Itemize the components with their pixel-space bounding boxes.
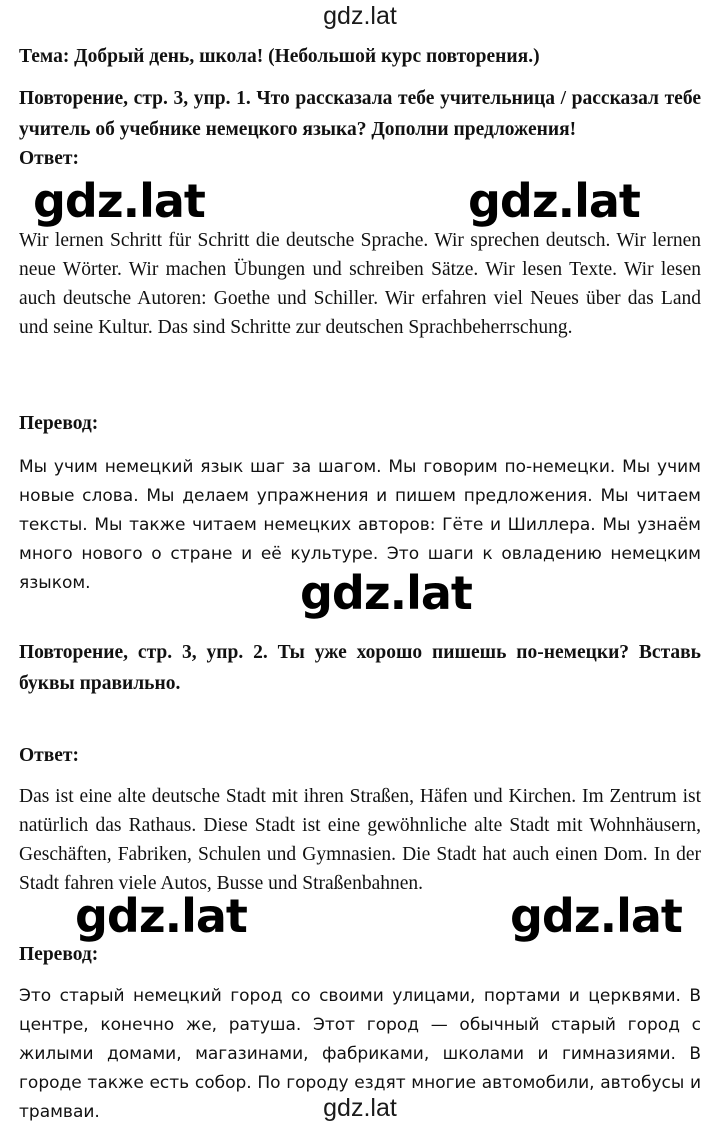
exercise1-answer-text: Wir lernen Schritt für Schritt die deutsche Sprache. Wir sprechen deutsch. Wir lernen neue Wörter. Wir machen Übungen und schreiben Sätze. Wir lesen Texte. Wir lesen auch deutsche Autoren: Goethe und Schiller. Wir erfahren viel Neues über das Land und seine Kultur. Das sind Schritte zur deutschen Sprachbeherrschung. xyxy=(19,230,701,338)
watermark-large-5: gdz.lat xyxy=(510,889,682,943)
exercise1-title: Повторение, стр. 3, упр. 1. Что рассказала тебе учительница / рассказал тебе учитель об учебнике немецкого языка? Дополни предложения! xyxy=(19,88,701,140)
exercise2-title: Повторение, стр. 3, упр. 2. Ты уже хорошо пишешь по-немецки? Вставь буквы правильно. xyxy=(19,642,701,694)
exercise2-translation-text: Это старый немецкий город со своими улицами, портами и церквями. В центре, конечно же, ратуша. Этот город — обычный старый город с жилыми домами, магазинами, фабриками, школами и гимназиями. В городе также есть собор. По городу ездят многие автомобили, автобусы и трамваи. xyxy=(19,986,701,1122)
exercise2-answer-label: Ответ: xyxy=(19,745,80,766)
watermark-large-3: gdz.lat xyxy=(300,566,472,620)
topic-heading: Тема: Добрый день, школа! (Небольшой курс повторения.) xyxy=(19,46,540,67)
exercise1-answer-label: Ответ: xyxy=(19,148,80,169)
watermark-large-2: gdz.lat xyxy=(468,174,640,228)
watermark-top: gdz.lat xyxy=(323,2,397,30)
exercise2-answer-text: Das ist eine alte deutsche Stadt mit ihren Straßen, Häfen und Kirchen. Im Zentrum ist natürlich das Rathaus. Diese Stadt ist eine gewöhnliche alte Stadt mit Wohnhäusern, Geschäften, Fabriken, Schulen und Gymnasien. Die Stadt hat auch einen Dom. In der Stadt fahren viele Autos, Busse und Straßenbahnen. xyxy=(19,786,701,894)
watermark-bottom: gdz.lat xyxy=(323,1094,397,1122)
exercise1-translation-label: Перевод: xyxy=(19,413,99,434)
watermark-large-4: gdz.lat xyxy=(75,889,247,943)
exercise1-translation-text: Мы учим немецкий язык шаг за шагом. Мы говорим по-немецки. Мы учим новые слова. Мы делаем упражнения и пишем предложения. Мы читаем тексты. Мы также читаем немецких авторов: Гёте и Шиллера. Мы узнаём много нового о стране и её культуре. Это шаги к овладению немецким языком. xyxy=(19,457,701,593)
watermark-large-1: gdz.lat xyxy=(33,174,205,228)
exercise2-translation-label: Перевод: xyxy=(19,944,99,965)
